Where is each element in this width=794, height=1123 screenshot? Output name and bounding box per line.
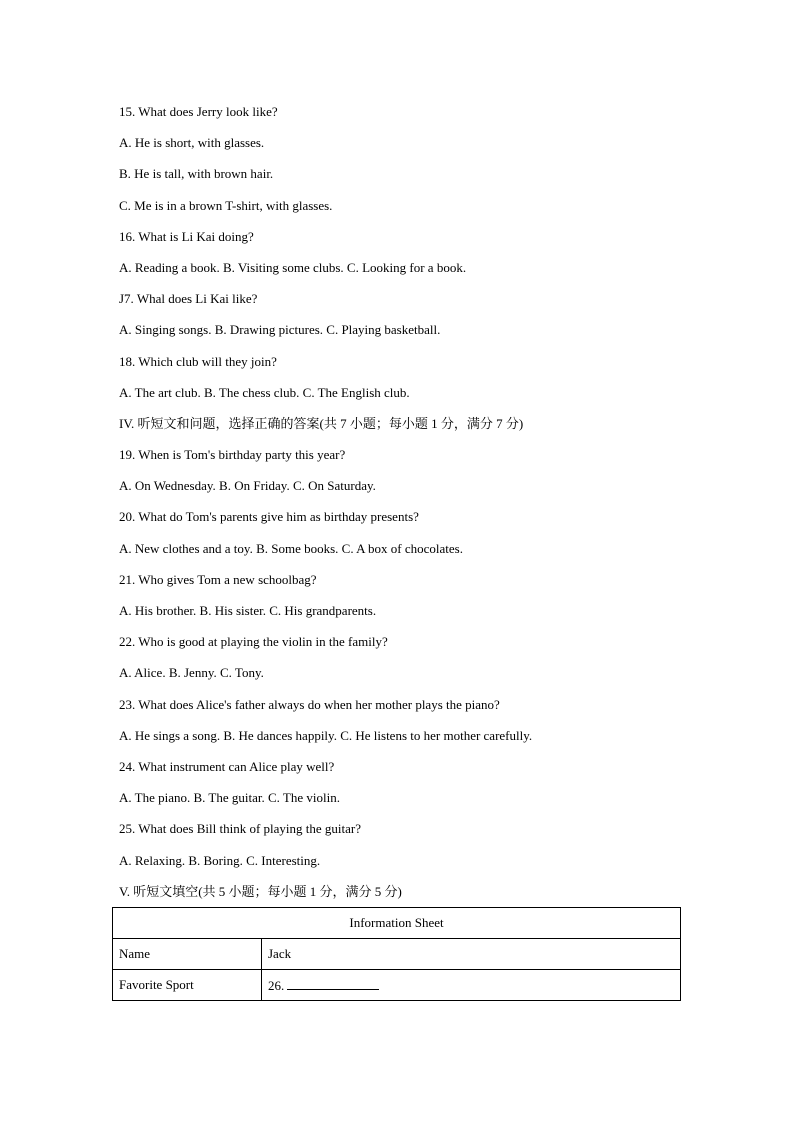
row-label-name: Name xyxy=(113,939,262,970)
question-line: 23. What does Alice's father always do when her mother plays the piano? xyxy=(119,696,500,712)
question-line: J7. Whal does Li Kai like? xyxy=(119,291,258,307)
option-line: A. The art club. B. The chess club. C. The English club. xyxy=(119,384,410,400)
question-line: 21. Who gives Tom a new schoolbag? xyxy=(119,571,317,587)
option-line: A. On Wednesday. B. On Friday. C. On Saturday. xyxy=(119,478,376,494)
option-line: A. New clothes and a toy. B. Some books. C. A box of chocolates. xyxy=(119,540,463,556)
row-value-favorite-sport xyxy=(262,970,681,1001)
option-line: A. He sings a song. B. He dances happily. C. He listens to her mother carefully. xyxy=(119,727,533,743)
option-line: A. Reading a book. B. Visiting some clubs. C. Looking for a book. xyxy=(119,259,467,275)
option-line: B. He is tall, with brown hair. xyxy=(119,166,274,182)
table-row xyxy=(113,939,681,970)
option-line: A. The piano. B. The guitar. C. The violin. xyxy=(119,790,340,806)
question-line: 15. What does Jerry look like? xyxy=(119,104,278,119)
question-line: 16. What is Li Kai doing? xyxy=(119,228,254,244)
option-line: A. Singing songs. B. Drawing pictures. C. Playing basketball. xyxy=(119,322,441,338)
question-list xyxy=(119,102,719,913)
option-line: A. His brother. B. His sister. C. His grandparents. xyxy=(119,603,377,618)
row-label-favorite-sport: Favorite Sport xyxy=(113,970,262,1001)
option-line: A. He is short, with glasses. xyxy=(119,135,265,151)
question-line: 24. What instrument can Alice play well? xyxy=(119,758,335,774)
question-line: 19. When is Tom's birthday party this year? xyxy=(119,447,346,463)
table-title-row xyxy=(113,908,681,939)
table-title: Information Sheet xyxy=(113,908,681,939)
question-line: 20. What do Tom's parents give him as birthday presents? xyxy=(119,509,419,525)
question-line: 22. Who is good at playing the violin in the family? xyxy=(119,634,388,650)
option-line: A. Alice. B. Jenny. C. Tony. xyxy=(119,665,264,681)
information-sheet-table xyxy=(112,907,681,1001)
row-value-name: Jack xyxy=(262,939,681,970)
section-heading: IV. 听短文和问题，选择正确的答案(共 7 小题；每小题 1 分，满分 7 分) xyxy=(119,415,524,431)
question-line: 18. Which club will they join? xyxy=(119,353,277,369)
option-line: C. Me is in a brown T-shirt, with glasses. xyxy=(119,197,333,213)
table-row xyxy=(113,970,681,1001)
section-heading: V. 听短文填空(共 5 小题；每小题 1 分，满分 5 分) xyxy=(119,883,402,899)
option-line: A. Relaxing. B. Boring. C. Interesting. xyxy=(119,852,321,868)
blank-number: 26. xyxy=(268,978,285,993)
answer-blank-line xyxy=(287,976,379,990)
question-line: 25. What does Bill think of playing the guitar? xyxy=(119,821,362,837)
